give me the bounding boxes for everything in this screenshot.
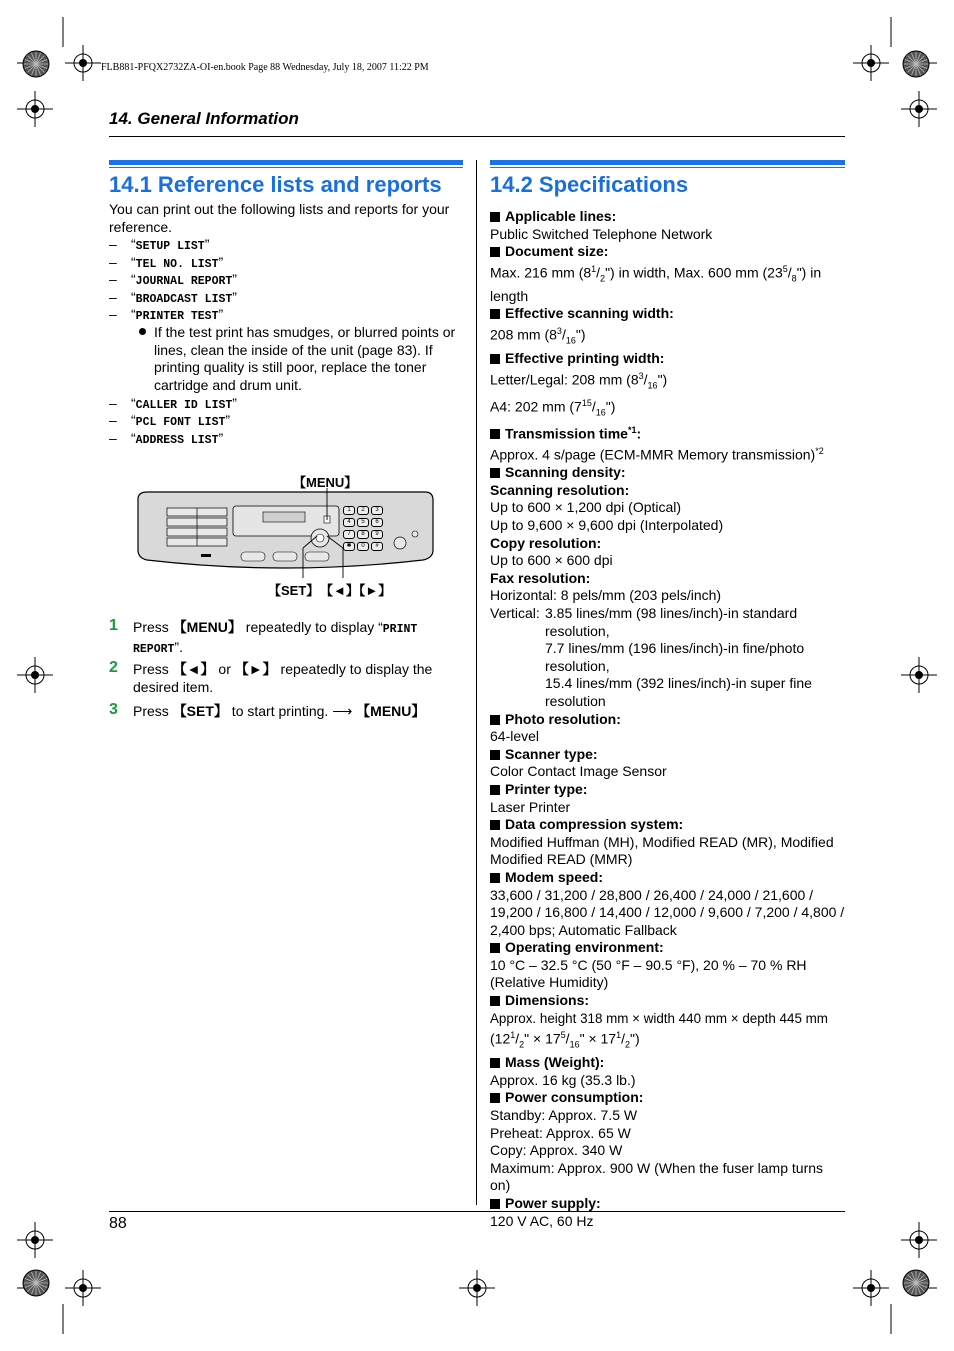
header-rule xyxy=(109,136,845,137)
spec-dimensions: Dimensions: xyxy=(490,992,846,1010)
spec-value: Horizontal: 8 pels/mm (203 pels/inch) xyxy=(490,587,722,604)
list-item-printer-test: – “PRINTER TEST” xyxy=(109,306,224,323)
square-bullet-icon xyxy=(490,996,500,1006)
chapter-title: 14. General Information xyxy=(109,109,299,128)
spec-value: Preheat: Approx. 65 W xyxy=(490,1124,631,1141)
spec-value: 120 V AC, 60 Hz xyxy=(490,1212,594,1229)
spec-value: Approx. height 318 mm × width 440 mm × depth 445 mm xyxy=(490,1010,828,1026)
set-callout-label: 【SET】 xyxy=(268,583,320,598)
intro-text: You can print out the following lists and reports for your reference. xyxy=(109,201,450,235)
spec-subhead: Fax resolution: xyxy=(490,569,591,586)
list-item-broadcast: – “BROADCAST LIST” xyxy=(109,289,237,306)
list-item-caller-id: – “CALLER ID LIST” xyxy=(109,395,237,412)
spec-value: Up to 600 × 1,200 dpi (Optical) xyxy=(490,499,682,516)
square-bullet-icon xyxy=(490,1093,500,1103)
bullet-icon xyxy=(139,328,146,335)
section-bar-right xyxy=(490,160,845,165)
key-6: 6 xyxy=(371,518,383,527)
section-title-reference: 14.1 Reference lists and reports xyxy=(109,172,442,197)
arrows-callout-label: 【◄】【►】 xyxy=(320,583,392,598)
key-9: 9 xyxy=(371,530,383,539)
spec-scanner-type: Scanner type: xyxy=(490,746,846,764)
key-star: ✱ xyxy=(343,542,355,551)
specifications-list xyxy=(490,208,846,1230)
key-8: 8 xyxy=(357,530,369,539)
spec-value: Approx. 4 s/page (ECM-MMR Memory transmission)$^{*2}$ xyxy=(490,446,824,463)
spec-environment: Operating environment: xyxy=(490,939,846,957)
spec-value: Laser Printer xyxy=(490,798,571,815)
menu-callout-label: 【MENU】 xyxy=(293,475,358,490)
square-bullet-icon xyxy=(490,309,500,319)
spec-mass: Mass (Weight): xyxy=(490,1054,846,1072)
list-item-telno: – “TEL NO. LIST” xyxy=(109,254,224,271)
spec-value: 208 mm $(8^3/_{16}")$ xyxy=(490,326,586,346)
spec-value: Up to 600 × 600 dpi xyxy=(490,552,613,569)
key-4: 4 xyxy=(343,518,355,527)
spec-value: A4: 202 mm $(7^{15}/_{16}")$ xyxy=(490,397,616,418)
key-2: 2 xyxy=(357,506,369,515)
spec-value: Copy: Approx. 340 W xyxy=(490,1142,623,1159)
square-bullet-icon xyxy=(490,873,500,883)
arrow-right-icon: ⟶ xyxy=(332,703,353,719)
step-1-number: 1 xyxy=(109,617,118,634)
spec-document-size: Document size: xyxy=(490,243,846,261)
square-bullet-icon xyxy=(490,1199,500,1209)
spec-value: Modified Huffman (MH), Modified READ (MR), Modified Modified READ (MMR) xyxy=(490,833,834,868)
spec-transmission-time: Transmission time$^{*1}$: xyxy=(490,422,846,443)
spec-applicable-lines: Applicable lines: xyxy=(490,208,846,226)
spec-value: Color Contact Image Sensor xyxy=(490,763,667,780)
footer-rule xyxy=(109,1211,845,1212)
square-bullet-icon xyxy=(490,1058,500,1068)
callout-lines xyxy=(295,486,355,582)
spec-value: Approx. 16 kg (35.3 lb.) xyxy=(490,1071,636,1088)
step-2-text: Press 【◄】 or 【►】 repeatedly to display the desired item. xyxy=(133,661,433,695)
square-bullet-icon xyxy=(490,715,500,725)
spec-photo-resolution: Photo resolution: xyxy=(490,711,846,729)
square-bullet-icon xyxy=(490,212,500,222)
spec-value: Maximum: Approx. 900 W (When the fuser lamp turns on) xyxy=(490,1159,824,1194)
page-number: 88 xyxy=(109,1215,127,1232)
square-bullet-icon xyxy=(490,943,500,953)
step-2-number: 2 xyxy=(109,659,118,676)
step-3-text: Press 【SET】 to start printing. ⟶ 【MENU】 xyxy=(133,703,426,719)
file-header: FLB881-PFQX2732ZA-OI-en.book Page 88 Wednesday, July 18, 2007 11:22 PM xyxy=(101,62,429,73)
square-bullet-icon xyxy=(490,750,500,760)
list-item-pcl-font: – “PCL FONT LIST” xyxy=(109,412,231,429)
spec-subhead: Copy resolution: xyxy=(490,534,602,551)
step-3-number: 3 xyxy=(109,701,118,718)
square-bullet-icon xyxy=(490,247,500,257)
spec-power-consumption: Power consumption: xyxy=(490,1089,846,1107)
spec-scanning-density: Scanning density: xyxy=(490,464,846,482)
column-divider xyxy=(476,160,477,1205)
printer-test-note: If the test print has smudges, or blurred points or lines, clean the inside of the unit (page 83). If printing quality is still poor, replace the toner cartridge and drum unit. xyxy=(154,324,456,393)
control-panel-diagram xyxy=(135,488,437,574)
square-bullet-icon xyxy=(490,468,500,478)
spec-value: Standby: Approx. 7.5 W xyxy=(490,1107,638,1124)
list-item-address: – “ADDRESS LIST” xyxy=(109,430,224,447)
square-bullet-icon xyxy=(490,354,500,364)
step-1-text: Press 【MENU】 repeatedly to display “PRINT REPORT”. xyxy=(133,619,418,656)
spec-value: Letter/Legal: 208 mm $(8^3/_{16}")$ xyxy=(490,370,668,391)
list-item-journal: – “JOURNAL REPORT” xyxy=(109,271,237,288)
spec-modem-speed: Modem speed: xyxy=(490,869,846,887)
key-7: 7 xyxy=(343,530,355,539)
spec-value: Max. 216 mm $(8^1/_2")$ in width, Max. 600 mm $(23^5/_8")$ in length xyxy=(490,263,822,304)
section-title-specifications: 14.2 Specifications xyxy=(490,172,689,197)
spec-printer-type: Printer type: xyxy=(490,781,846,799)
section-thin-right xyxy=(490,167,845,168)
square-bullet-icon xyxy=(490,429,500,439)
section-bar-left xyxy=(109,160,463,165)
spec-scan-width: Effective scanning width: xyxy=(490,305,846,323)
key-1: 1 xyxy=(343,506,355,515)
list-item-setup: – “SETUP LIST” xyxy=(109,236,210,253)
spec-value: ($12^1/_2$" × $17^5/_{16}$" × $17^1/_2$") xyxy=(490,1030,640,1050)
section-thin-left xyxy=(109,167,463,168)
spec-value: 64-level xyxy=(490,728,540,745)
spec-power-supply: Power supply: xyxy=(490,1195,846,1213)
square-bullet-icon xyxy=(490,785,500,795)
spec-value: Up to 9,600 × 9,600 dpi (Interpolated) xyxy=(490,517,724,534)
spec-fax-vertical: Vertical: 3.85 lines/mm (98 lines/inch)-in standard resolution, 7.7 lines/mm (196 lines/inch)-in fine/photo resolution, 15.4 lines/mm (392 lines/inch)-in super fine resolution xyxy=(490,605,812,709)
key-hash: # xyxy=(371,542,383,551)
key-0: 0 xyxy=(357,542,369,551)
spec-print-width: Effective printing width: xyxy=(490,350,846,368)
spec-subhead: Scanning resolution: xyxy=(490,481,630,498)
spec-value: 10 °C – 32.5 °C (50 °F – 90.5 °F), 20 % – 70 % RH (Relative Humidity) xyxy=(490,956,807,991)
spec-value: Public Switched Telephone Network xyxy=(490,225,713,242)
key-3: 3 xyxy=(371,506,383,515)
key-5: 5 xyxy=(357,518,369,527)
square-bullet-icon xyxy=(490,820,500,830)
spec-value: 33,600 / 31,200 / 28,800 / 26,400 / 24,000 / 21,600 / 19,200 / 16,800 / 14,400 / 12,000 / 9,600 / 7,200 / 4,800 / 2,400 bps; Automatic Fallback xyxy=(490,886,845,938)
spec-compression: Data compression system: xyxy=(490,816,846,834)
